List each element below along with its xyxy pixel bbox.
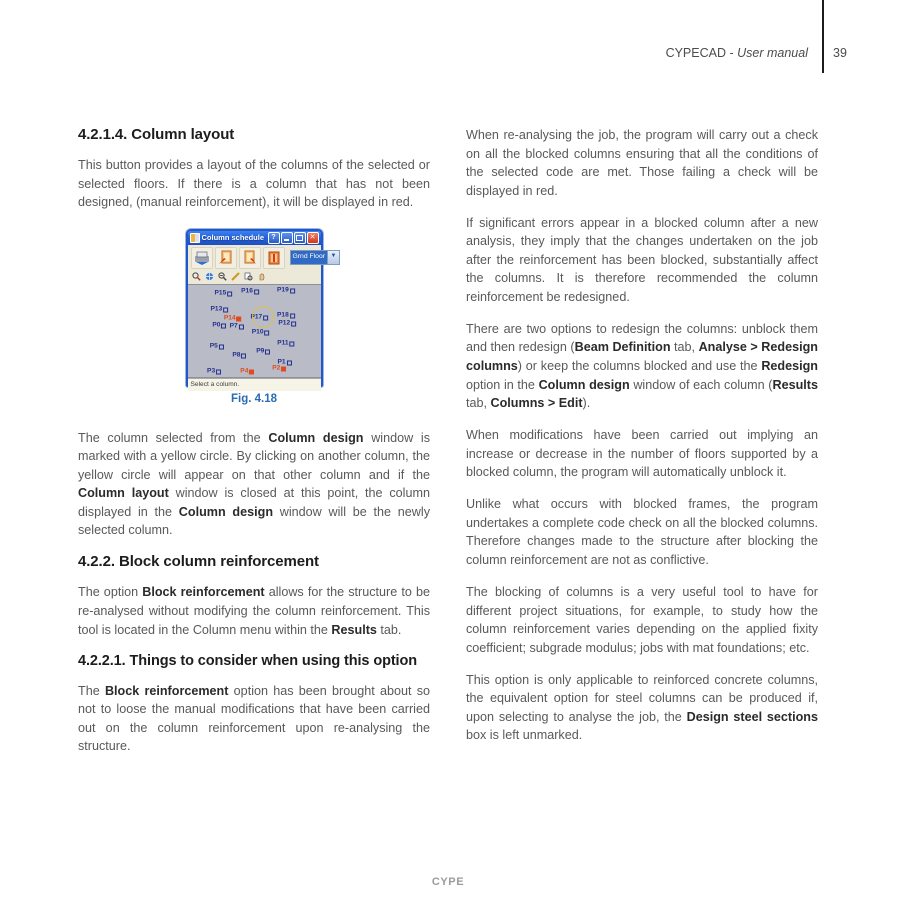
column-point-p17[interactable]: P17 — [250, 313, 268, 320]
status-bar: Select a column. — [188, 378, 321, 391]
column-point-p1[interactable]: P1 — [278, 358, 292, 365]
footer-logo: CYPE — [431, 876, 465, 888]
window-toolbar-zoom — [188, 271, 321, 284]
left-column — [78, 126, 430, 769]
window-toolbar-main — [188, 245, 337, 271]
column-point-p15[interactable]: P15 — [215, 289, 233, 296]
maximize-button[interactable] — [294, 232, 306, 244]
window-icon — [190, 233, 200, 243]
close-button[interactable]: ✕ — [307, 232, 319, 244]
column-point-p12[interactable]: P12 — [278, 320, 296, 327]
header-book-title: CYPECAD - — [665, 46, 734, 60]
paragraph: There are two options to redesign the columns: unblock them and then redesign (Beam Definition tab, Analyse > Redesign columns) or keep the columns blocked and use the Redesign option in the Column design window of each column (Results tab, Columns > Edit). — [466, 321, 818, 411]
printer-icon[interactable] — [191, 247, 213, 269]
zoom-window-icon[interactable] — [192, 272, 202, 282]
zoom-out-icon[interactable] — [218, 272, 228, 282]
paragraph: When re-analysing the job, the program will carry out a check on all the blocked columns ensuring that all the conditions of the selected code are met. Those failing a check will be displayed in red. — [466, 128, 818, 198]
column-point-p16[interactable]: P16 — [241, 288, 259, 295]
column-point-p8[interactable]: P8 — [232, 352, 246, 359]
column-point-p2[interactable]: P2 — [272, 365, 286, 372]
right-column — [466, 126, 818, 758]
figure-4-18 — [78, 229, 430, 405]
help-button[interactable]: ? — [268, 232, 280, 244]
column-point-p4[interactable]: P4 — [240, 368, 254, 375]
header-divider — [822, 0, 824, 73]
floor-selector-value: Grnd Floor — [291, 251, 327, 264]
column-point-p3[interactable]: P3 — [207, 368, 221, 375]
paragraph: The column selected from the Column design window is marked with a yellow circle. By clicking on another column, the yellow circle will appear on that other column and if the Column layout window is closed at this point, the column displayed in the Column design window will be the newly selected column. — [78, 430, 430, 538]
column-schedule-icon[interactable] — [263, 247, 285, 269]
column-point-p7[interactable]: P7 — [230, 323, 244, 330]
header-title — [666, 46, 808, 60]
measure-icon[interactable] — [231, 272, 241, 282]
column-point-p18[interactable]: P18 — [277, 312, 295, 319]
column-point-p13[interactable]: P13 — [211, 305, 229, 312]
column-point-p5[interactable]: P5 — [210, 343, 224, 350]
full-view-icon[interactable] — [205, 272, 215, 282]
pan-icon[interactable] — [257, 272, 267, 282]
floor-selector[interactable] — [290, 250, 340, 265]
column-point-p19[interactable]: P19 — [277, 287, 295, 294]
minimize-button[interactable] — [281, 232, 293, 244]
paragraph: The Block reinforcement option has been brought about so not to loose the manual modifications that have been carried out on the column reinforcement upon re-analysing the structure. — [78, 683, 430, 754]
column-point-p10[interactable]: P10 — [252, 329, 270, 336]
window-title: Column schedule — [201, 233, 265, 243]
section-heading-column-layout: 4.2.1.4. Column layout — [78, 126, 235, 143]
column-elevation-icon[interactable] — [239, 247, 261, 269]
section-heading-things-to-consider: 4.2.2.1. Things to consider when using this option — [78, 652, 418, 669]
paragraph: If significant errors appear in a blocked column after a new analysis, they imply that the changes undertaken on the job after the reinforcement has been blocked, substantially affect the columns. It is therefore recommended the column reinforcement be redesigned. — [466, 215, 818, 304]
paragraph: When modifications have been carried out implying an increase or decrease in the number of floors supported by a blocked column, the program will automatically unblock it. — [466, 428, 818, 480]
column-point-p11[interactable]: P11 — [277, 339, 294, 346]
paragraph: This option is only applicable to reinforced concrete columns, the equivalent option for steel columns can be produced if, upon selecting to analyse the job, the Design steel sections box is left unmarked. — [466, 672, 818, 743]
column-layout-icon[interactable] — [215, 247, 237, 269]
paragraph: Unlike what occurs with blocked frames, the program undertakes a complete code check on all the blocked columns. Therefore changes made to the structure after blocking the column reinforcement are not as conflictive. — [466, 497, 818, 567]
schedule-canvas[interactable] — [188, 284, 321, 378]
paragraph: The blocking of columns is a very useful tool to have for different project situations, for example, to study how the column reinforcement varies depending on the applied fixity coefficient; subgrade modulus; jobs with mat foundations; etc. — [466, 584, 818, 655]
search-icon[interactable] — [244, 272, 254, 282]
header-book-subtitle: User manual — [737, 46, 808, 60]
paragraph: The option Block reinforcement allows for the structure to be re-analysed without modifying the column reinforcement. This tool is located in the Column menu within the Results tab. — [78, 585, 430, 637]
page-number: 39 — [833, 46, 847, 60]
section-heading-block-reinforcement: 4.2.2. Block column reinforcement — [78, 553, 319, 571]
chevron-down-icon[interactable]: ▼ — [327, 251, 339, 264]
column-point-p14[interactable]: P14 — [224, 314, 242, 321]
column-point-p0[interactable]: P0 — [212, 322, 226, 329]
paragraph: This button provides a layout of the columns of the selected or selected floors. If there is a column that has not been designed, (manual reinforcement), it will be displayed in red. — [78, 158, 430, 210]
figure-caption: Fig. 4.18 — [230, 392, 278, 405]
window-titlebar — [188, 231, 321, 245]
column-schedule-window — [186, 229, 337, 388]
column-point-p9[interactable]: P9 — [256, 347, 270, 354]
